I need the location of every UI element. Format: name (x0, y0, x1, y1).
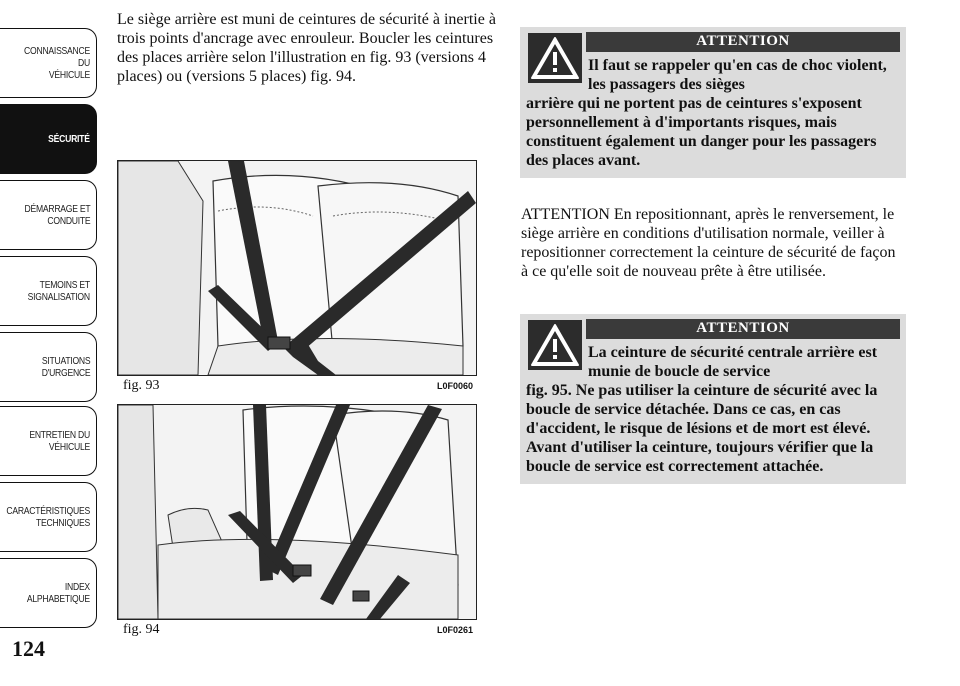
figure-93-illustration (117, 160, 477, 376)
figure-94-illustration (117, 404, 477, 620)
warning-first-line: La ceinture de sécurité centrale arrière est munie de boucle de service (588, 344, 878, 380)
tab-label: DÉMARRAGE ET CONDUITE (24, 203, 90, 227)
warning-box-2 (520, 314, 906, 484)
tab-label: TEMOINS ET SIGNALISATION (27, 279, 90, 303)
warning-rest: fig. 95. Ne pas utiliser la ceinture de sécurité avec la boucle de service détachée. Dans ce cas, en cas d'accident, le risque de lésions et de mort est élevé. Avant d'utiliser la ceinture, toujours vérifier que la boucle de service est correctement attachée. (526, 382, 878, 475)
tab-label: SITUATIONS D'URGENCE (41, 355, 90, 379)
figure-93 (117, 160, 477, 394)
figure-label: fig. 94 (123, 622, 160, 637)
tab-index-alphabetique[interactable] (0, 558, 97, 628)
tab-entretien-du-vehicule[interactable] (0, 406, 97, 476)
tab-securite[interactable] (0, 104, 97, 174)
warning-box-1 (520, 27, 906, 178)
chapter-sidebar (0, 0, 100, 640)
warning-heading: ATTENTION (586, 319, 900, 339)
tab-situations-d-urgence[interactable] (0, 332, 97, 402)
warning-triangle-icon (528, 320, 582, 370)
warning-body (526, 343, 900, 476)
warning-triangle-icon (528, 33, 582, 83)
warning-first-line: Il faut se rappeler qu'en cas de choc violent, les passagers des sièges (588, 57, 887, 93)
figure-code: L0F0060 (436, 381, 473, 391)
warning-rest: arrière qui ne portent pas de ceintures s'exposent personnellement à d'importants risques, mais constituent également un danger pour les passagers des places avant. (526, 95, 877, 169)
figure-label: fig. 93 (123, 378, 160, 393)
rear-seat-5-places-drawing (118, 405, 476, 619)
tab-caracteristiques-techniques[interactable] (0, 482, 97, 552)
tab-label: CARACTÉRISTIQUES TECHNIQUES (6, 505, 90, 529)
tab-label: INDEX ALPHABETIQUE (26, 581, 90, 605)
figure-94 (117, 404, 477, 638)
warning-heading: ATTENTION (586, 32, 900, 52)
tab-temoins-et-signalisation[interactable] (0, 256, 97, 326)
tab-connaissance-du-vehicule[interactable] (0, 28, 97, 98)
figure-93-caption (117, 378, 477, 394)
figure-code: L0F0261 (436, 625, 473, 635)
rear-seat-4-places-drawing (118, 161, 476, 375)
tab-label: ENTRETIEN DU VÉHICULE (29, 429, 90, 453)
figure-94-caption (117, 622, 477, 638)
repositioning-note: ATTENTION En repositionnant, après le renversement, le siège arrière en conditions d'utilisation normale, veiller à repositionner correctement la ceinture de sécurité de façon à ce qu'elle soit de nouveau prête à être utilisée. (521, 206, 896, 280)
intro-paragraph: Le siège arrière est muni de ceintures de sécurité à inertie à trois points d'ancrage avec enrouleur. Boucler les ceintures des places arrière selon l'illustration en fig. 93 (versions 4 places) ou (versions 5 places) fig. 94. (117, 11, 496, 85)
tab-label: SÉCURITÉ (48, 133, 90, 145)
warning-body (526, 56, 900, 170)
tab-label: CONNAISSANCE DU VÉHICULE (24, 45, 90, 81)
page-number: 124 (12, 636, 45, 661)
tab-demarrage-et-conduite[interactable] (0, 180, 97, 250)
